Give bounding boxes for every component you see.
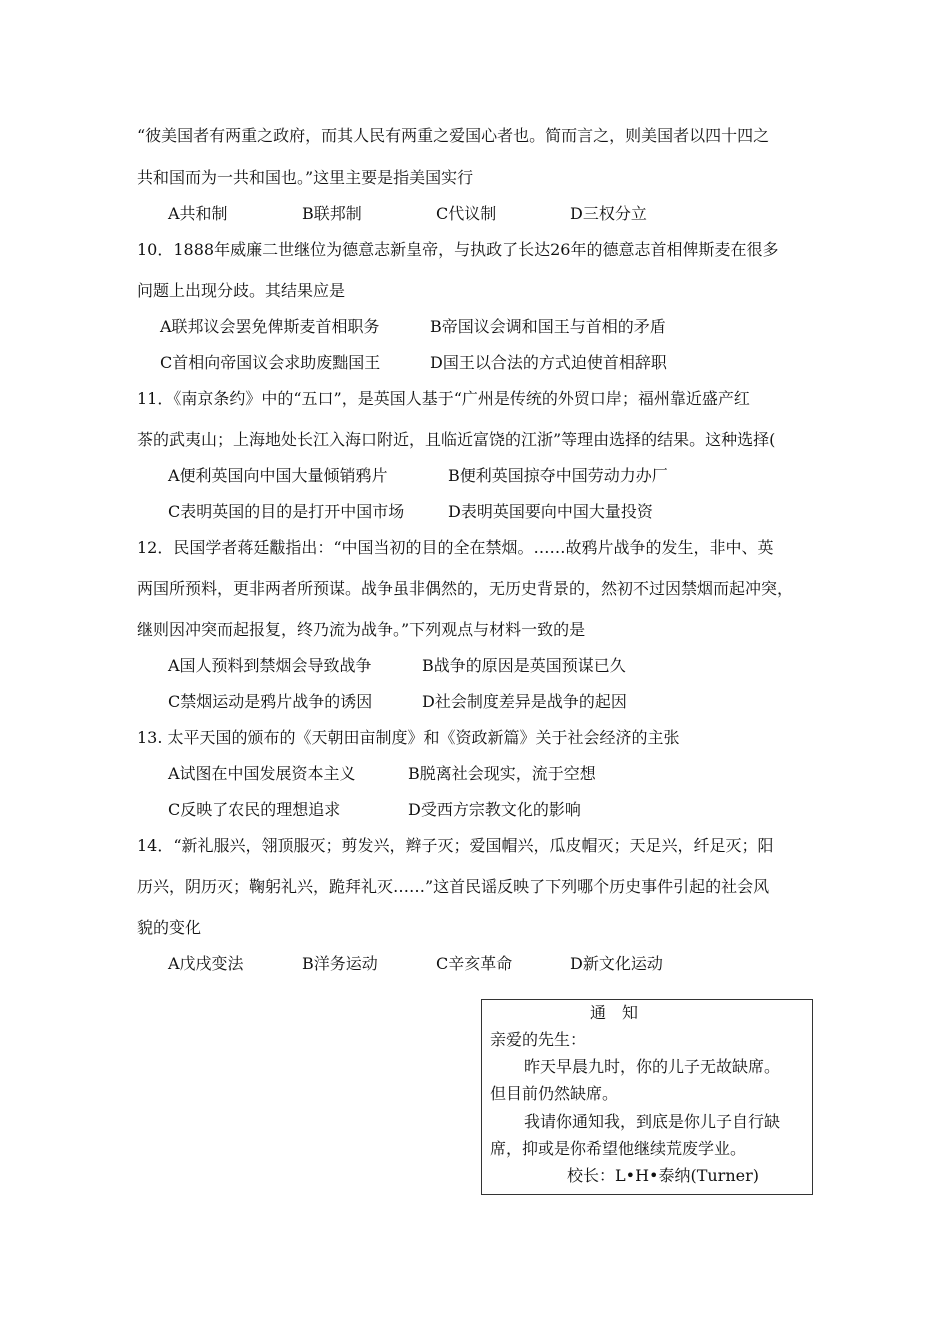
q13-option-c: C反映了农民的理想追求 [168, 800, 341, 819]
q9-option-d: D三权分立 [570, 204, 647, 223]
q9-stem-line-1: “彼美国者有两重之政府，而其人民有两重之爱国心者也。简而言之，则美国者以四十四之 [137, 126, 770, 145]
notice-box [481, 999, 813, 1195]
q13-option-d: D受西方宗教文化的影响 [408, 800, 581, 819]
q14-stem-line-1: 14．“新礼服兴，翎顶服灭；剪发兴，辫子灭；爱国帽兴，瓜皮帽灭；天足兴，纤足灭；阳 [137, 836, 774, 855]
q11-option-b: B便利英国掠夺中国劳动力办厂 [448, 466, 668, 485]
q10-stem-line-2: 问题上出现分歧。其结果应是 [137, 281, 346, 300]
q14-option-a: A戊戌变法 [168, 954, 244, 973]
q10-option-c: C首相向帝国议会求助废黜国王 [160, 353, 381, 372]
q12-option-b: B战争的原因是英国预谋已久 [422, 656, 626, 675]
q13-option-a: A试图在中国发展资本主义 [168, 764, 356, 783]
q14-option-c: C辛亥革命 [436, 954, 513, 973]
notice-paragraph-2-line-2: 席，抑或是你希望他继续荒废学业。 [490, 1139, 747, 1158]
notice-paragraph-2-line-1: 我请你通知我，到底是你儿子自行缺 [524, 1112, 781, 1131]
q12-option-d: D社会制度差异是战争的起因 [422, 692, 627, 711]
q12-stem-line-3: 继则因冲突而起报复，终乃流为战争。”下列观点与材料一致的是 [137, 620, 586, 639]
q13-stem-line-1: 13. 太平天国的颁布的《天朝田亩制度》和《资政新篇》关于社会经济的主张 [137, 728, 680, 747]
q11-stem-line-2: 茶的武夷山；上海地处长江入海口附近，且临近富饶的江浙”等理由选择的结果。这种选择( [137, 430, 776, 449]
q11-option-a: A便利英国向中国大量倾销鸦片 [168, 466, 388, 485]
q14-option-b: B洋务运动 [302, 954, 378, 973]
q14-stem-line-3: 貌的变化 [137, 918, 202, 937]
q11-option-d: D表明英国要向中国大量投资 [448, 502, 653, 521]
q11-stem-line-1: 11．《南京条约》中的“五口”，是英国人基于“广州是传统的外贸口岸；福州靠近盛产红 [137, 389, 750, 408]
notice-salutation: 亲爱的先生： [490, 1030, 587, 1049]
q10-option-b: B帝国议会调和国王与首相的矛盾 [430, 317, 666, 336]
q14-option-d: D新文化运动 [570, 954, 663, 973]
q14-stem-line-2: 历兴，阴历灭；鞠躬礼兴，跪拜礼灭……”这首民谣反映了下列哪个历史事件引起的社会风 [137, 877, 770, 896]
q10-option-a: A联邦议会罢免俾斯麦首相职务 [160, 317, 380, 336]
notice-paragraph-1-line-1: 昨天早晨九时，你的儿子无故缺席。 [524, 1057, 781, 1076]
q12-option-c: C禁烟运动是鸦片战争的诱因 [168, 692, 373, 711]
q13-option-b: B脱离社会现实，流于空想 [408, 764, 596, 783]
q9-option-c: C代议制 [436, 204, 497, 223]
notice-signature: 校长：L•H•泰纳(Turner) [567, 1166, 759, 1185]
q10-stem-line-1: 10．1888年威廉二世继位为德意志新皇帝，与执政了长达26年的德意志首相俾斯麦在很多 [137, 240, 779, 259]
notice-title: 通 知 [590, 1003, 639, 1022]
q9-stem-line-2: 共和国而为一共和国也。”这里主要是指美国实行 [137, 168, 474, 187]
q12-stem-line-2: 两国所预料，更非两者所预谋。战争虽非偶然的，无历史背景的，然初不过因禁烟而起冲突， [137, 579, 794, 598]
q9-option-a: A共和制 [168, 204, 228, 223]
q11-option-c: C表明英国的目的是打开中国市场 [168, 502, 405, 521]
q9-option-b: B联邦制 [302, 204, 362, 223]
q12-stem-line-1: 12．民国学者蒋廷黻指出：“中国当初的目的全在禁烟。……故鸦片战争的发生，非中、英 [137, 538, 774, 557]
notice-paragraph-1-line-2: 但目前仍然缺席。 [490, 1084, 619, 1103]
q10-option-d: D国王以合法的方式迫使首相辞职 [430, 353, 667, 372]
q12-option-a: A国人预料到禁烟会导致战争 [168, 656, 372, 675]
